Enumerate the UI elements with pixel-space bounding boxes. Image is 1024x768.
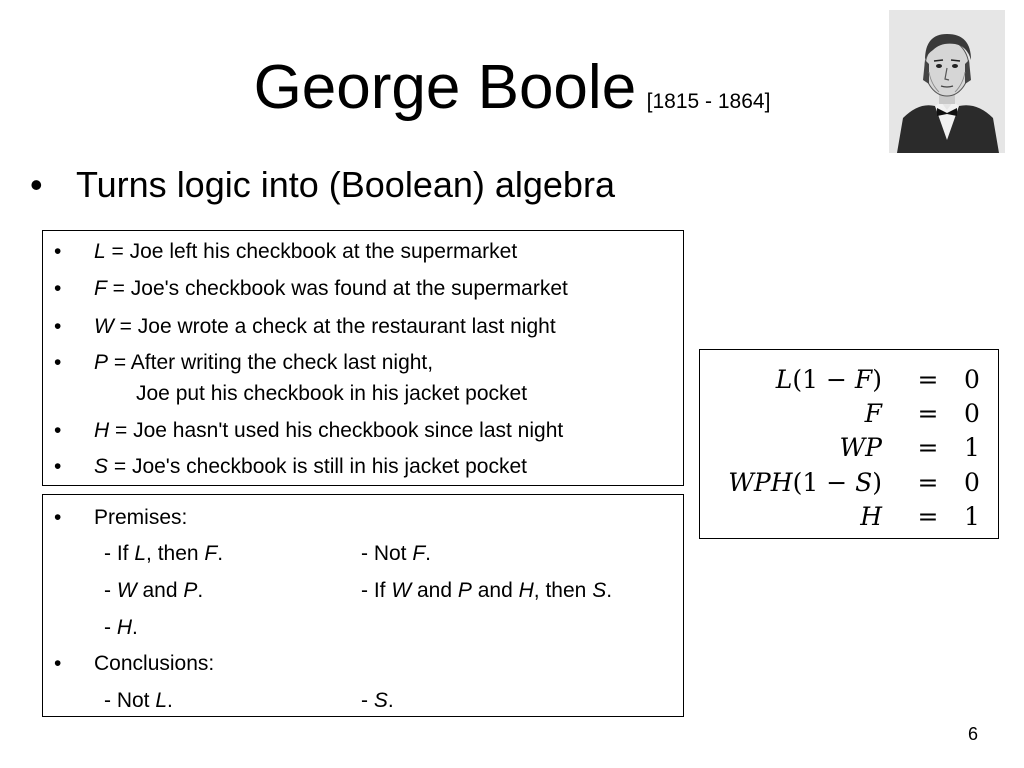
equation-lhs: WP xyxy=(839,433,882,462)
equation-op: = xyxy=(917,468,939,497)
equation-row xyxy=(728,468,980,497)
equation-rhs: 1 xyxy=(964,433,980,462)
equations-figure xyxy=(700,350,998,538)
equation-rhs: 0 xyxy=(964,468,980,497)
equation-op: = xyxy=(917,399,939,428)
equation-row xyxy=(864,399,980,428)
equation-lhs: L(1 − F) xyxy=(775,365,882,394)
definition-text: = After writing the check last night, xyxy=(108,351,434,374)
bullet-dot: • xyxy=(54,351,62,374)
definition-text-continued: Joe put his checkbook in his jacket pocket xyxy=(136,382,528,405)
portrait-image xyxy=(889,10,1005,153)
bullet-dot: • xyxy=(30,164,43,205)
definitions-box xyxy=(42,230,684,486)
definition-variable: H xyxy=(94,419,110,442)
conclusions-label: Conclusions: xyxy=(94,652,215,675)
bullet-dot: • xyxy=(54,315,62,338)
bullet-dot: • xyxy=(54,455,62,478)
premise-item: - If L, then F. xyxy=(104,542,224,565)
conclusion-item: - Not L. xyxy=(104,689,173,712)
definition-variable: W xyxy=(94,315,114,338)
bullet-dot: • xyxy=(54,506,62,529)
definition-variable: L xyxy=(94,240,106,263)
portrait-engraving xyxy=(889,10,1005,153)
logic-box xyxy=(42,494,684,717)
title-main: George Boole xyxy=(253,53,637,122)
definition-text: = Joe left his checkbook at the supermarket xyxy=(105,240,518,263)
definition-text: = Joe's checkbook is still in his jacket pocket xyxy=(108,455,527,478)
equation-row xyxy=(775,365,980,394)
definition-text: = Joe wrote a check at the restaurant last night xyxy=(113,315,556,338)
main-bullet-text: Turns logic into (Boolean) algebra xyxy=(76,164,615,205)
main-bullet xyxy=(30,164,615,206)
equation-op: = xyxy=(917,365,939,394)
equation-lhs: WPH(1 − S) xyxy=(728,468,882,497)
definition-variable: P xyxy=(94,351,109,374)
premise-item: - H. xyxy=(104,616,138,639)
definition-variable: S xyxy=(94,455,109,478)
equation-row xyxy=(839,433,979,462)
title-dates: [1815 - 1864] xyxy=(646,90,771,113)
bullet-dot: • xyxy=(54,240,62,263)
equation-lhs: H xyxy=(860,502,882,531)
equation-rhs: 0 xyxy=(964,365,980,394)
page-number: 6 xyxy=(968,724,979,744)
premises-label: Premises: xyxy=(94,506,188,529)
equation-lhs: F xyxy=(864,399,882,428)
equation-rhs: 0 xyxy=(964,399,980,428)
equation-row xyxy=(859,502,980,531)
premise-item: - W and P. xyxy=(104,579,204,602)
equations-box xyxy=(699,349,999,539)
equation-op: = xyxy=(917,502,939,531)
definition-text: = Joe's checkbook was found at the supermarket xyxy=(106,277,568,300)
bullet-dot: • xyxy=(54,419,62,442)
equation-op: = xyxy=(917,433,939,462)
equation-rhs: 1 xyxy=(964,502,980,531)
definition-text: = Joe hasn't used his checkbook since last night xyxy=(109,419,564,442)
conclusion-item: - S. xyxy=(361,689,394,712)
bullet-dot: • xyxy=(54,277,62,300)
premise-item: - Not F. xyxy=(361,542,432,565)
slide-title xyxy=(0,52,1024,123)
definition-variable: F xyxy=(94,277,107,300)
bullet-dot: • xyxy=(54,652,62,675)
premise-item: - If W and P and H, then S. xyxy=(361,579,613,602)
